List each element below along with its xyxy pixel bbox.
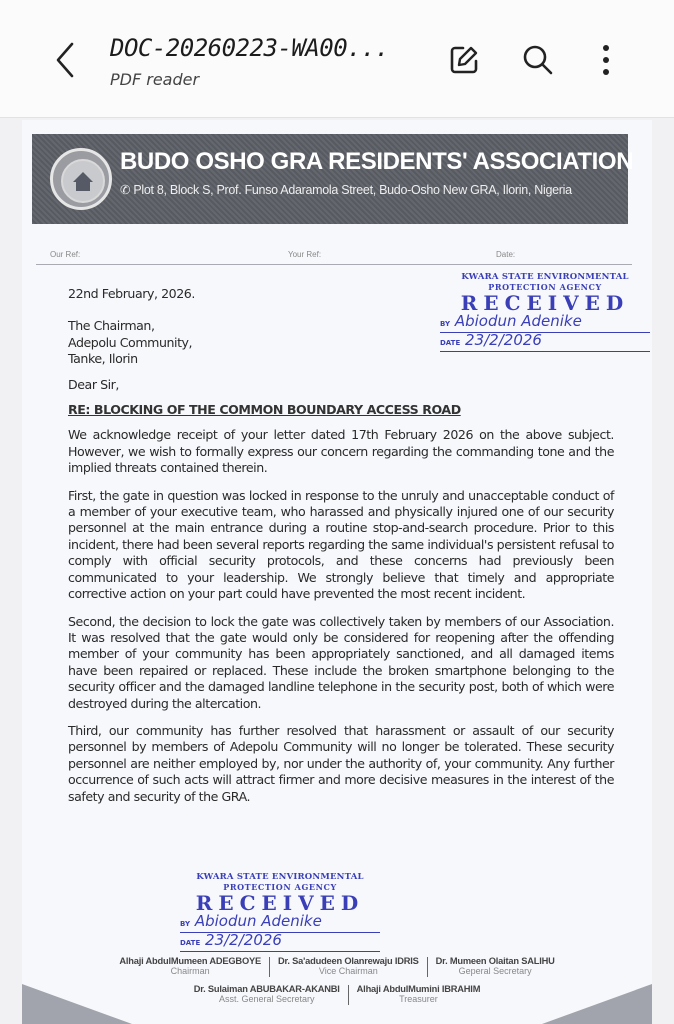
footer-decoration-right (542, 984, 652, 1024)
edit-icon (446, 42, 482, 78)
organization-address: ✆ Plot 8, Block S, Prof. Funso Adaramola Street, Budo-Osho New GRA, Ilorin, Nigeria (120, 183, 572, 197)
signatory: Alhaji AbdulMumeen ADEGBOYE Chairman (119, 956, 261, 976)
house-icon (71, 170, 95, 192)
paragraph: Second, the decision to lock the gate was collectively taken by members of our Association. It was resolved that the gate would only be considered for reopening after the offending member of your community has been appropriately sanctioned, and all damaged items have been repaired or replaced. These include the broken smartphone belonging to the security officer and the damaged landline telephone in the security post, both of which were destroyed during the altercation. (68, 613, 614, 711)
date-label: Date: (496, 250, 516, 259)
signatories-row-1 (22, 956, 652, 977)
stamp-signature: Abiodun Adenike (194, 912, 322, 930)
paragraph: Third, our community has further resolved that harassment or assault of our security personnel by members of Adepolu Community will no longer be tolerated. These security personnel are neither employed by, nor under the authority of, your community. Any further occurrence of such acts will attract firmer and more decisive measures in the interest of the safety and security of the GRA. (68, 722, 614, 804)
association-logo (50, 148, 112, 210)
paragraph: We acknowledge receipt of your letter dated 17th February 2026 on the above subject. However, we wish to formally express our concern regarding the commanding tone and the implied threats contained therein. (68, 427, 614, 476)
signatory: Dr. Sulaiman ABUBAKAR-AKANBI Asst. General Secretary (193, 984, 340, 1004)
phone-icon: ✆ (120, 183, 134, 197)
letter-body (68, 286, 614, 816)
letter-date: 22nd February, 2026. (68, 286, 195, 301)
stamp-date: 23/2/2026 (465, 331, 542, 349)
signatory: Alhaji AbdulMumini IBRAHIM Treasurer (356, 984, 481, 1004)
signatory: Dr. Mumeen Olaitan SALIHU Geperal Secretary (435, 956, 555, 976)
received-stamp: KWARA STATE ENVIRONMENTAL PROTECTION AGENCY RECEIVED BY Abiodun Adenike DATE 23/2/2026 (440, 272, 650, 352)
back-chevron-icon (48, 38, 84, 82)
back-button[interactable] (48, 38, 84, 82)
app-bar (0, 0, 674, 118)
letter-subject: RE: BLOCKING OF THE COMMON BOUNDARY ACCESS ROAD (68, 402, 461, 418)
salutation: Dear Sir, (68, 376, 119, 392)
reference-line (36, 248, 632, 265)
footer-decoration-left (22, 984, 132, 1024)
recipient-address: The Chairman, Adepolu Community, Tanke, Ilorin (68, 318, 193, 367)
document-title: DOC-20260223-WA00... (110, 34, 389, 62)
your-ref-label: Your Ref: (288, 250, 322, 259)
search-icon (520, 42, 556, 78)
our-ref-label: Our Ref: (50, 250, 81, 259)
stamp-signature: Abiodun Adenike (454, 312, 582, 330)
app-subtitle: PDF reader (110, 70, 200, 89)
edit-button[interactable] (444, 38, 484, 82)
paragraph: First, the gate in question was locked in response to the unruly and unacceptable conduct of a member of your executive team, who harassed and physically injured one of our security personnel at the main entrance during a routine stop-and-search procedure. Prior to this incident, there had been several reports regarding the same individual's persistent refusal to comply with official security protocols, and these concerns had previously been communicated to your leadership. We strongly believe that timely and appropriate corrective action on your part could have prevented the most recent incident. (68, 487, 614, 602)
pdf-page[interactable] (22, 120, 652, 1024)
organization-name: BUDO OSHO GRA RESIDENTS' ASSOCIATION (120, 148, 634, 175)
signatory: Dr. Sa'adudeen Olanrewaju IDRIS Vice Chairman (277, 956, 419, 976)
more-options-button[interactable] (586, 38, 626, 82)
letterhead-banner (32, 134, 634, 224)
more-vertical-icon (600, 42, 612, 78)
received-stamp: KWARA STATE ENVIRONMENTAL PROTECTION AGENCY RECEIVED BY Abiodun Adenike DATE 23/2/2026 (180, 872, 380, 952)
search-button[interactable] (518, 38, 558, 82)
stamp-date: 23/2/2026 (205, 931, 282, 949)
